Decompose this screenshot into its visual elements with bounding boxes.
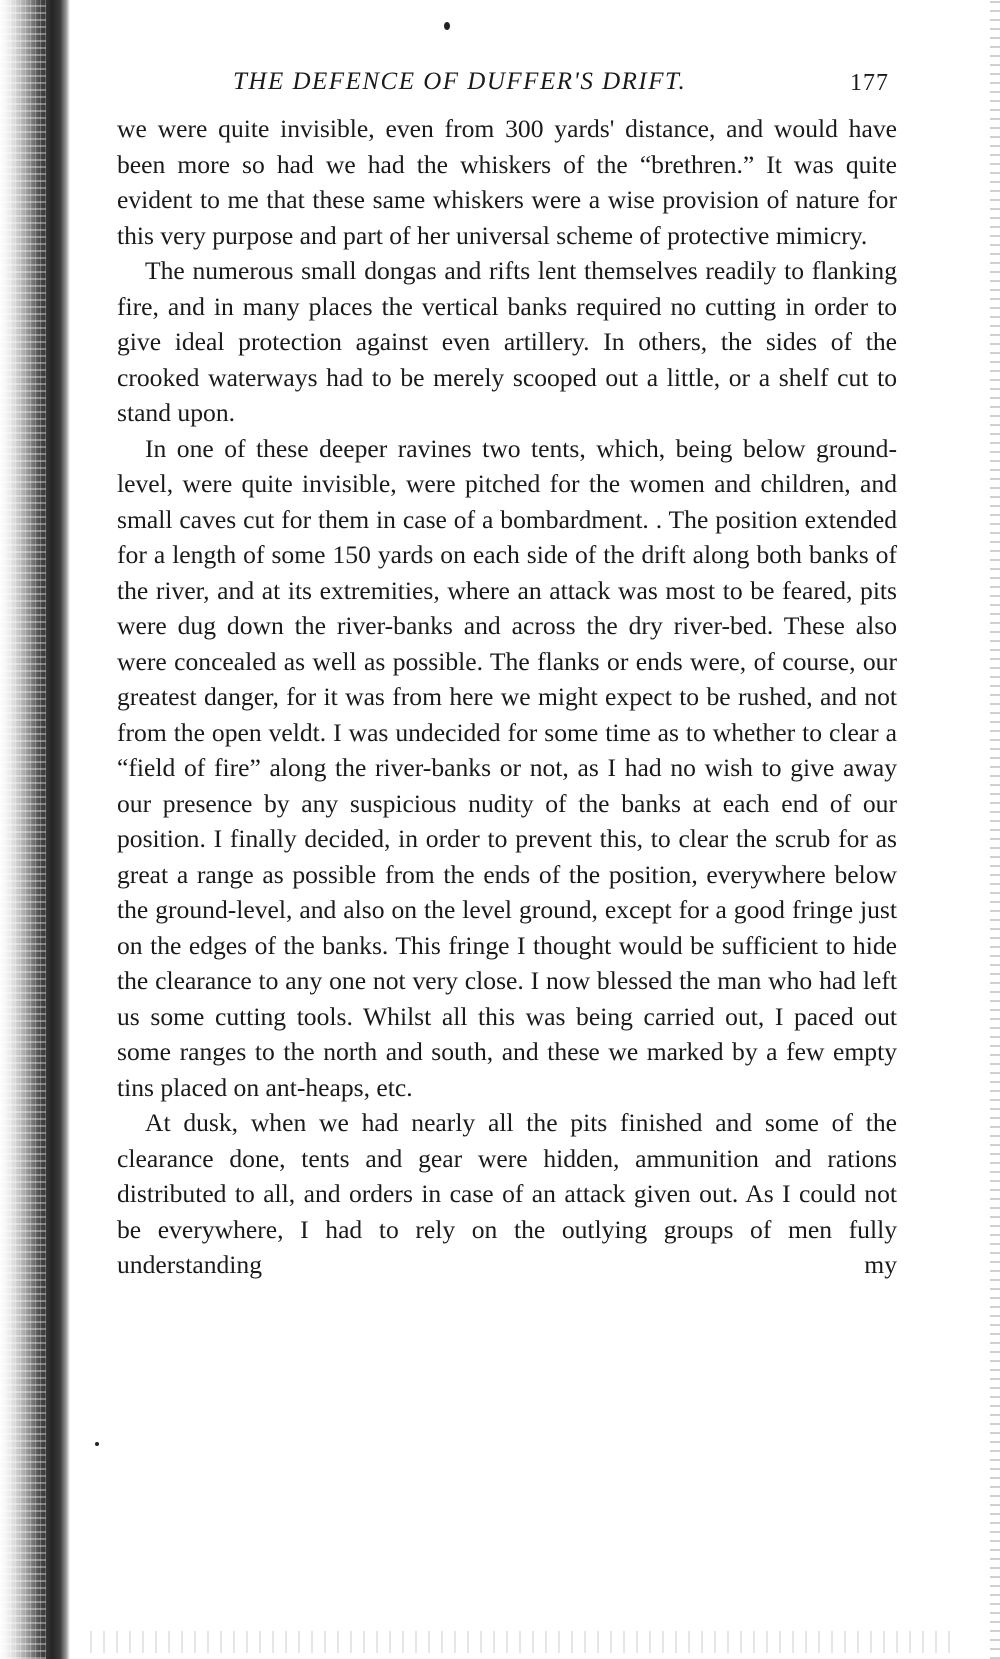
page-number: 177 [850, 70, 889, 96]
book-page [117, 68, 897, 1283]
paragraph-4: At dusk, when we had nearly all the pits finished and some of the clearance done, tents and gear were hidden, ammunition and rations distributed to all, and orders in case of an attack given out. As I could not be everywhere, I had to rely on the outlying groups of men fully understanding my [117, 1108, 897, 1279]
running-title: THE DEFENCE OF DUFFER'S DRIFT. [233, 68, 687, 95]
page-edge [990, 0, 1000, 1659]
margin-dot [95, 1442, 99, 1446]
paragraph-2: The numerous small dongas and rifts lent themselves readily to flanking fire, and in many places the vertical banks required no cutting in order to give ideal protection against even artillery. In others, the sides of the crooked waterways had to be merely scooped out a little, or a shelf cut to stand upon. [117, 256, 897, 427]
paragraph-3: In one of these deeper ravines two tents, which, being below ground-level, were quite invisible, were pitched for the women and children, and small caves cut for them in case of a bombardment. . The position extended for a length of some 150 yards on each side of the drift along both banks of the river, and at its extremities, where an attack was most to be feared, pits were dug down the river-banks and across the dry river-bed. These also were concealed as well as possible. The flanks or ends were, of course, our greatest danger, for it was from here we might expect to be rushed, and not from the open veldt. I was undecided for some time as to whether to clear a “field of fire” along the river-banks or not, as I had no wish to give away our presence by any suspicious nudity of the banks at each end of our position. I finally decided, in order to prevent this, to clear the scrub for as great a range as possible from the ends of the position, everywhere below the ground-level, and also on the level ground, except for a good fringe just on the edges of the banks. This fringe I thought would be sufficient to hide the clearance to any one not very close. I now blessed the man who had left us some cutting tools. Whilst all this was being carried out, I paced out some ranges to the north and south, and these we marked by a few empty tins placed on ant-heaps, etc. [117, 433, 897, 1102]
running-head [117, 68, 897, 112]
ink-dot [444, 22, 450, 30]
body-text [117, 111, 897, 1283]
bottom-scan-noise [90, 1631, 960, 1653]
paragraph-1: we were quite invisible, even from 300 yards' distance, and would have been more so had we had the whiskers of the “brethren.” It was quite evident to me that these same whiskers were a wise provision of nature for this very purpose and part of her universal scheme of protective mimicry. [117, 114, 897, 250]
binding-texture [0, 0, 46, 1659]
